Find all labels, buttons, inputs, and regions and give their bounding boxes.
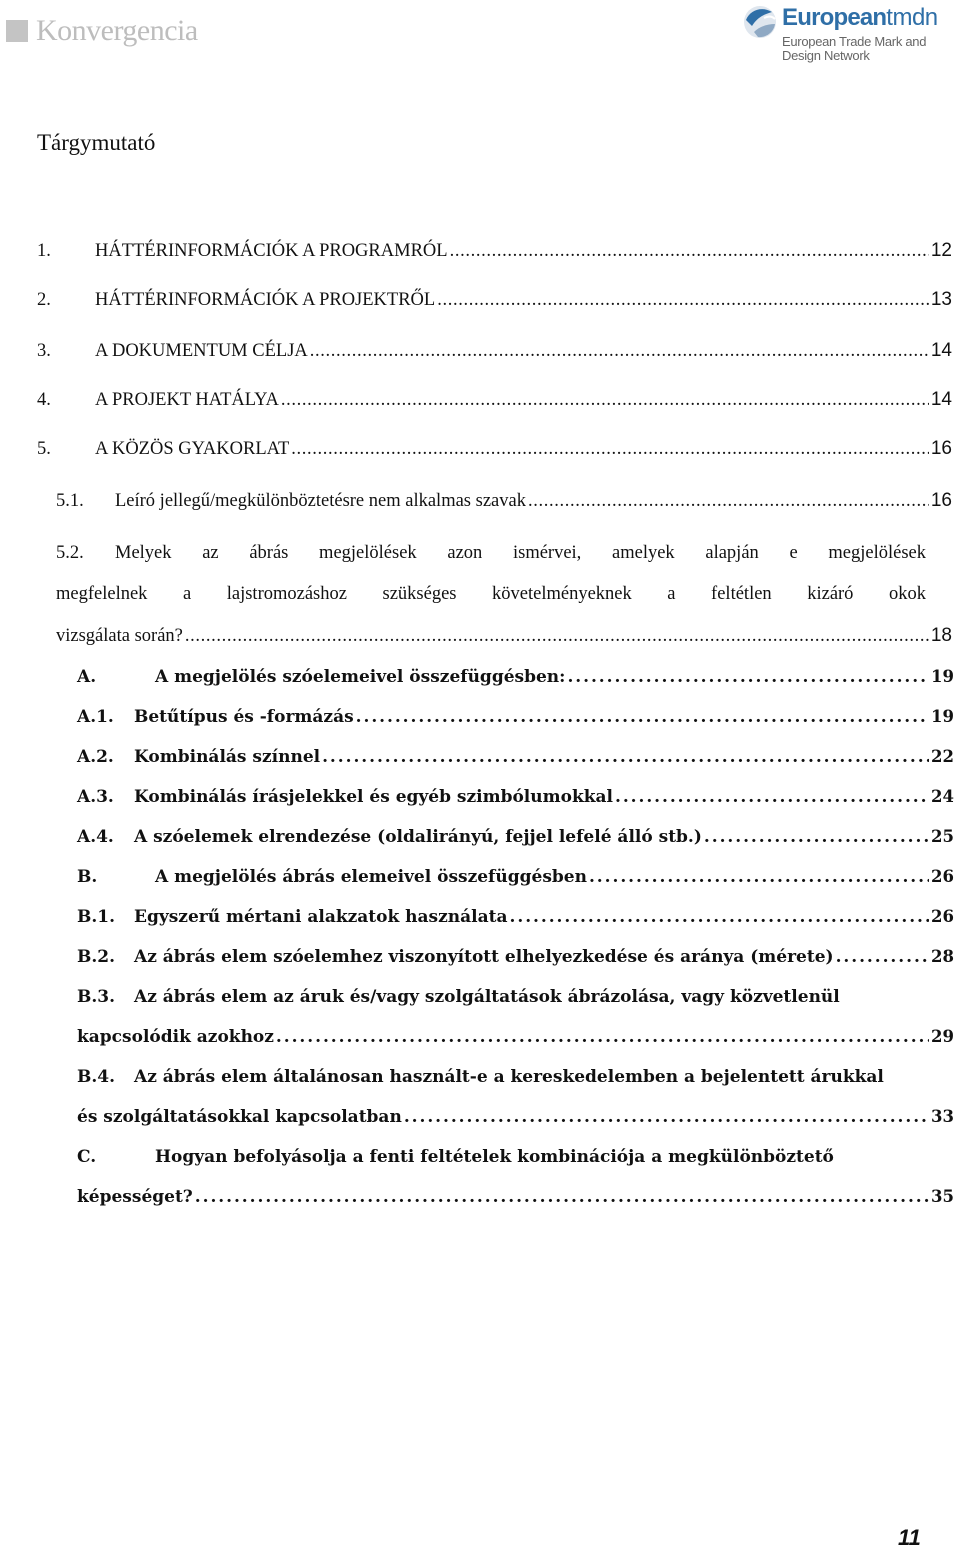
toc-number: B.2.	[77, 947, 116, 967]
toc-leader	[281, 390, 929, 411]
toc-leader	[276, 1027, 929, 1047]
toc-number: B.3.	[77, 987, 116, 1007]
toc-text: A KÖZÖS GYAKORLAT	[95, 439, 290, 459]
european-tmdn-logo	[742, 2, 952, 62]
toc-number: A.1.	[77, 707, 114, 727]
toc-entry[interactable]	[77, 667, 954, 687]
toc-entry[interactable]	[56, 490, 952, 512]
toc-entry[interactable]	[77, 827, 954, 847]
toc-text: Leíró jellegű/megkülönböztetésre nem alkalmas szavak	[115, 491, 526, 511]
toc-number: 1.	[37, 241, 51, 261]
toc-text-line3: vizsgálata során?	[56, 626, 183, 646]
toc-number: A.4.	[77, 827, 114, 847]
globe-icon	[742, 4, 778, 40]
toc-text-line1: Melyek az ábrás megjelölések azon ismérvei, amelyek alapján e megjelölések	[115, 543, 926, 563]
toc-page: 14	[930, 340, 952, 361]
toc-entry[interactable]	[77, 947, 954, 967]
toc-page: 33	[931, 1107, 954, 1126]
toc-page: 19	[931, 667, 954, 686]
toc-leader	[437, 290, 929, 311]
page-title: Tárgymutató	[37, 130, 156, 155]
toc-leader	[356, 707, 929, 727]
toc-leader	[567, 667, 929, 687]
toc-last-line	[77, 1107, 954, 1127]
logo-subtitle-line1: European Trade Mark and	[782, 34, 927, 49]
toc-entry[interactable]	[77, 907, 954, 927]
toc-number: 5.1.	[56, 491, 84, 511]
toc-page: 16	[930, 438, 952, 459]
toc-leader	[836, 947, 929, 967]
toc-number: 2.	[37, 290, 51, 310]
toc-entry[interactable]	[37, 240, 952, 262]
toc-text: A megjelölés szóelemeivel összefüggésben:	[155, 667, 566, 687]
toc-number: A.2.	[77, 747, 114, 767]
toc-number: 4.	[37, 390, 51, 410]
toc-text: Kombinálás színnel	[134, 747, 321, 767]
logo-subtitle-line2: Design Network	[782, 48, 870, 63]
toc-entry[interactable]	[37, 289, 952, 311]
toc-page: 29	[931, 1027, 954, 1046]
toc-leader	[310, 341, 929, 362]
toc-number: B.	[77, 867, 98, 887]
toc-leader	[528, 491, 929, 512]
toc-page: 14	[930, 389, 952, 410]
toc-leader	[195, 1187, 929, 1207]
toc-number: B.4.	[77, 1067, 116, 1087]
toc-page: 35	[931, 1187, 954, 1206]
toc-leader	[704, 827, 929, 847]
toc-number: 3.	[37, 341, 51, 361]
toc-page: 24	[931, 787, 954, 806]
toc-page: 25	[931, 827, 954, 846]
toc-last-line	[56, 625, 952, 647]
toc-page: 18	[930, 625, 952, 646]
toc-entry[interactable]	[77, 787, 954, 807]
toc-text: A szóelemek elrendezése (oldalirányú, fejjel lefelé álló stb.)	[134, 827, 702, 847]
toc-page: 12	[930, 240, 952, 261]
toc-text: Kombinálás írásjelekkel és egyéb szimbólumokkal	[134, 787, 613, 807]
toc-number: 5.2.	[56, 543, 84, 563]
toc-number: B.1.	[77, 907, 116, 927]
toc-leader	[589, 867, 929, 887]
toc-page: 26	[931, 867, 954, 886]
toc-number: A.3.	[77, 787, 114, 807]
toc-number: C.	[77, 1147, 97, 1167]
toc-page: 28	[931, 947, 954, 966]
toc-page: 16	[930, 490, 952, 511]
toc-text: Az ábrás elem szóelemhez viszonyított elhelyezkedése és aránya (mérete)	[134, 947, 834, 967]
toc-text: HÁTTÉRINFORMÁCIÓK A PROJEKTRŐL	[95, 290, 436, 310]
brand-text: Konvergencia	[36, 14, 198, 47]
toc-text: A PROJEKT HATÁLYA	[95, 390, 279, 410]
toc-page: 22	[931, 747, 954, 766]
toc-entry[interactable]	[77, 867, 954, 887]
brand-square-icon	[6, 20, 28, 42]
toc-text-line2: képességet?	[77, 1187, 193, 1207]
logo-word-bold: European	[782, 4, 887, 31]
toc-leader	[510, 907, 930, 927]
toc-leader	[404, 1107, 929, 1127]
toc-text-line1: Az ábrás elem általánosan használt-e a kereskedelemben a bejelentett árukkal	[134, 1067, 884, 1087]
toc-leader	[322, 747, 929, 767]
toc-last-line	[77, 1027, 954, 1047]
logo-word-light: tmdn	[886, 4, 938, 31]
toc-text-line1: Hogyan befolyásolja a fenti feltételek kombinációja a megkülönböztető	[155, 1147, 834, 1167]
toc-number: 5.	[37, 439, 51, 459]
toc-last-line	[77, 1187, 954, 1207]
toc-page: 19	[931, 707, 954, 726]
toc-leader	[291, 439, 929, 460]
toc-text-line2: kapcsolódik azokhoz	[77, 1027, 274, 1047]
header-brand	[6, 14, 198, 48]
page-number: 11	[898, 1525, 921, 1550]
toc-entry[interactable]	[77, 747, 954, 767]
toc-text-line2: megfelelnek a lajstromozáshoz szükséges követelményeknek a feltétlen kizáró okok	[56, 584, 926, 604]
toc-page: 26	[931, 907, 954, 926]
toc-leader	[185, 626, 929, 647]
toc-text: HÁTTÉRINFORMÁCIÓK A PROGRAMRÓL	[95, 241, 448, 261]
logo-wordmark	[782, 4, 938, 32]
toc-text: Egyszerű mértani alakzatok használata	[134, 907, 508, 927]
toc-leader	[450, 241, 929, 262]
toc-text: A megjelölés ábrás elemeivel összefüggésben	[155, 867, 587, 887]
toc-text-line2: és szolgáltatásokkal kapcsolatban	[77, 1107, 402, 1127]
toc-text: A DOKUMENTUM CÉLJA	[95, 341, 308, 361]
toc-text: Betűtípus és -formázás	[134, 707, 354, 727]
toc-entry[interactable]	[37, 438, 952, 460]
toc-text-line1: Az ábrás elem az áruk és/vagy szolgáltatások ábrázolása, vagy közvetlenül	[134, 987, 840, 1007]
toc-number: A.	[77, 667, 97, 687]
toc-leader	[615, 787, 929, 807]
toc-entry[interactable]	[77, 707, 954, 727]
toc-entry[interactable]	[37, 340, 952, 362]
toc-page: 13	[930, 289, 952, 310]
toc-entry[interactable]	[37, 389, 952, 411]
